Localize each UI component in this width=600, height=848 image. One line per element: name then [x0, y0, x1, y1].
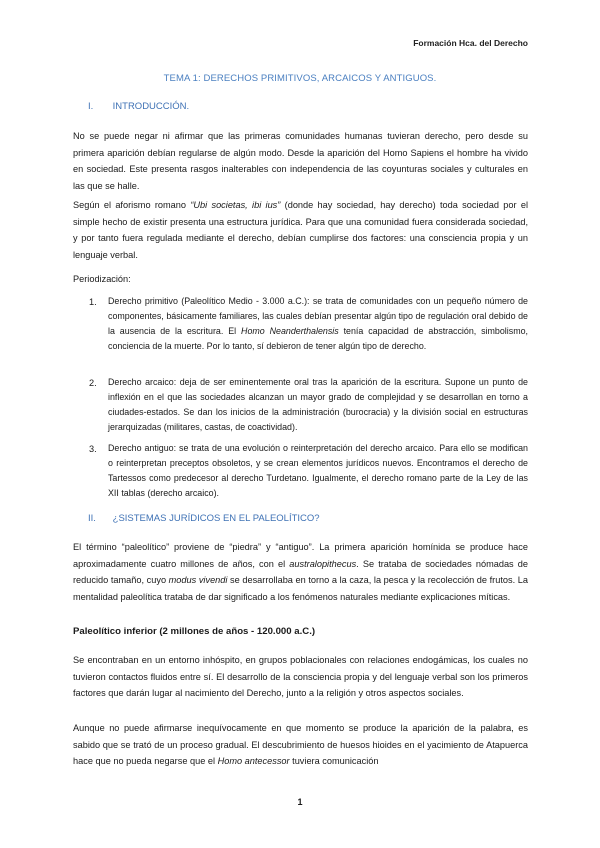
section-title: ¿SISTEMAS JURÍDICOS EN EL PALEOLÍTICO?	[112, 513, 320, 524]
text: Derecho primitivo (Paleolítico Medio - 3.000 a.C.): se trata de comunidades con un pequeño número de componentes, básicamente familiares, las cuales debían presentar algún tipo de regulación oral debido de la ausencia de la escritura. El	[108, 296, 528, 336]
text: Derecho antiguo: se trata de una evolución o reinterpretación del derecho arcaico. Para ello se modifican o reinterpretan preceptos obsoletos, y se crean elementos jurídicos nuevos. Encontramos el derecho de Tartessos como predecesor al derecho Turdetano. Igualmente, el derecho romano parte de la Ley de las XII tablas (derecho arcaico).	[108, 443, 528, 498]
list-text	[108, 294, 528, 354]
section-title: INTRODUCCIÓN.	[112, 101, 190, 112]
list-text	[108, 441, 528, 501]
text: se desarrollaba en torno a la caza, la pesca y la recolección de frutos. La mentalidad paleolítica trataba de dar significado a los fenómenos naturales mediante explicaciones míticas.	[73, 575, 528, 602]
list-item	[89, 375, 528, 435]
periodizacion-label: Periodización:	[73, 274, 131, 284]
emphasis: australopithecus	[289, 558, 357, 569]
text: tuviera comunicación	[289, 756, 379, 766]
paragraph-palabra	[73, 720, 528, 770]
subheading-paleolitico-inferior: Paleolítico inferior (2 millones de años - 120.000 a.C.)	[73, 626, 316, 637]
list-number: 3.	[89, 444, 97, 454]
latin-quote: “Ubi societas, ibi ius”	[190, 200, 281, 210]
section-heading-1	[88, 101, 189, 112]
section-number: II.	[88, 513, 96, 524]
text: El término “paleolítico” proviene de “piedra” y “antiguo”. La primera aparición homínida se produce hace aproximadamente cuatro millones de años, con el	[73, 542, 528, 569]
text: Según el aforismo romano	[73, 200, 191, 210]
list-item	[89, 294, 528, 354]
section-number: I.	[88, 101, 94, 112]
text: Aunque no puede afirmarse inequívocamente en que momento se produce la aparición de la palabra, es sabido que se trató de un proceso gradual. El descubrimiento de huesos hioides en el yacimiento de Atapuerca hace que no pueda negarse que el	[73, 723, 528, 766]
paragraph-entorno: Se encontraban en un entorno inhóspito, en grupos poblacionales con relaciones endogámicas, los cuales no tuvieron contactos fluidos entre sí. El desarrollo de la consciencia propia y del lenguaje verbal son los primeros factores que darán lugar al nacimiento del Derecho, junto a la religión y otros aspectos sociales.	[73, 655, 528, 698]
paragraph-aforismo	[73, 197, 528, 263]
emphasis: Homo Neanderthalensis	[241, 326, 339, 336]
list-number: 2.	[89, 378, 97, 388]
list-text	[108, 375, 528, 435]
paragraph-intro: No se puede negar ni afirmar que las primeras comunidades humanas tuvieran derecho, pero desde su primera aparición debían regularse de algún modo. Desde la aparición del Homo Sapiens el hombre ha vivido en sociedad. Este presenta rasgos inalterables con independencia de las coyunturas sociales y culturales en las que se halle.	[73, 131, 528, 191]
running-header: Formación Hca. del Derecho	[413, 38, 528, 48]
paragraph-paleolitico	[73, 539, 528, 605]
text: . Se trataba de sociedades nómadas de reducido tamaño, cuyo	[73, 558, 528, 585]
page-number: 1	[297, 797, 303, 807]
text: tenía capacidad de abstracción, simbolismo, conciencia de la muerte. Por lo tanto, sí debieron de tener algún tipo de derecho.	[108, 326, 528, 351]
emphasis: Homo antecessor	[217, 756, 290, 766]
list-item	[89, 441, 528, 501]
emphasis: modus vivendi	[168, 575, 228, 585]
section-heading-2	[88, 513, 320, 524]
list-number: 1.	[89, 297, 97, 307]
page-title: TEMA 1: DERECHOS PRIMITIVOS, ARCAICOS Y ANTIGUOS.	[163, 73, 437, 84]
text: (donde hay sociedad, hay derecho) toda sociedad por el simple hecho de existir presenta una estructura jurídica. Para que una comunidad fuera considerada sociedad, y por tanto fuera regulada mediante el derecho, debían cumplirse dos factores: una consciencia propia y un lenguaje verbal.	[73, 200, 528, 260]
text: Derecho arcaico: deja de ser eminentemente oral tras la aparición de la escritura. Supone un punto de inflexión en el que las sociedades alcanzan un mayor grado de complejidad y se desarrollan en torno a ciudades-estados. Se dan los inicios de la administración (burocracia) y la división social en estructuras jerarquizadas (militares, castas, de coactividad).	[108, 377, 528, 432]
